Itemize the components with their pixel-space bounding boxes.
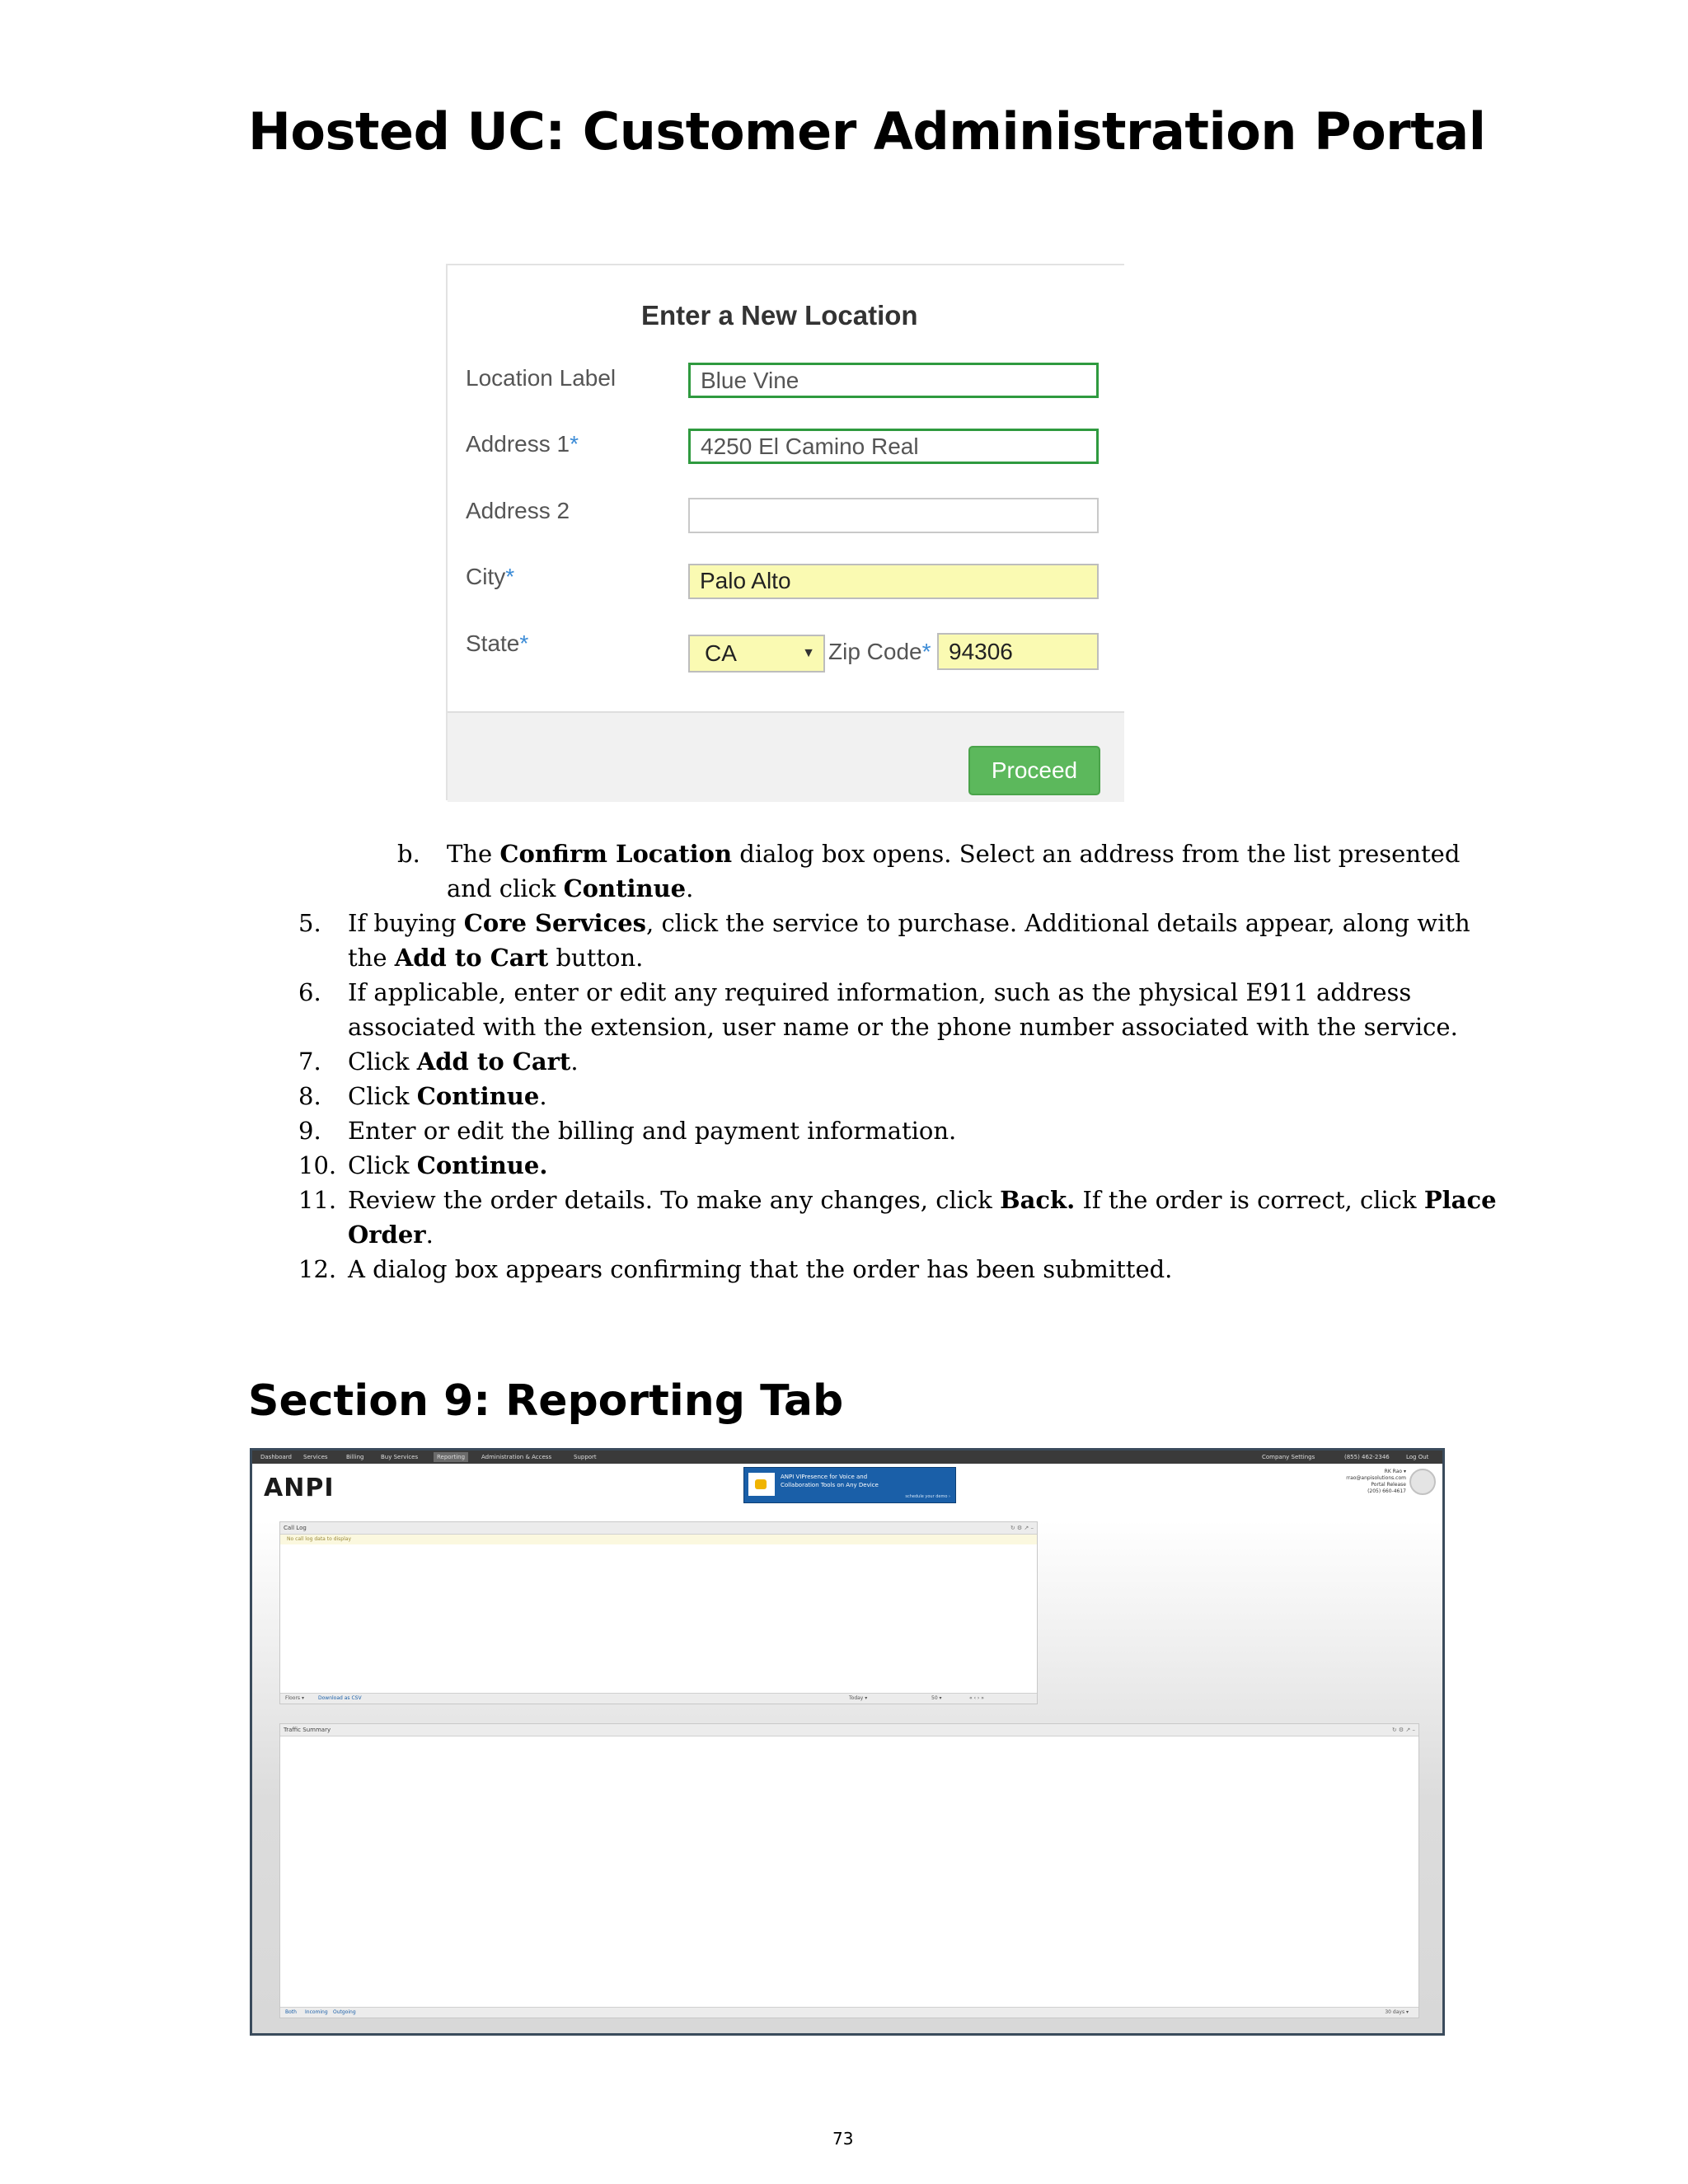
required-asterisk: * <box>505 564 515 589</box>
promo-banner[interactable] <box>743 1467 956 1503</box>
caret-down-icon: ▼ <box>802 646 815 660</box>
call-log-footer <box>280 1693 1037 1704</box>
traffic-summary-footer <box>280 2007 1418 2018</box>
address1-input[interactable]: 4250 El Camino Real <box>688 429 1099 464</box>
nav-right-item[interactable]: Log Out <box>1406 1454 1429 1460</box>
user-company: Portal Release <box>1371 1482 1406 1488</box>
location-label-text: Location Label <box>466 365 617 391</box>
banner-line-2: Collaboration Tools on Any Device <box>781 1482 879 1488</box>
traffic-range-select[interactable]: 30 days ▾ <box>1385 2009 1409 2015</box>
nav-right-item[interactable]: (855) 462-2346 <box>1344 1454 1390 1460</box>
step-text-line: Click Add to Cart. <box>348 1047 579 1076</box>
nav-right-item[interactable]: Company Settings <box>1262 1454 1315 1460</box>
zip-code-label: Zip Code* <box>828 639 931 664</box>
user-phone: (205) 660-4617 <box>1367 1488 1406 1494</box>
step-text-line: Click Continue. <box>348 1082 547 1110</box>
required-asterisk: * <box>570 431 579 457</box>
nav-tab-buy-services[interactable]: Buy Services <box>381 1454 419 1460</box>
user-email: rrao@anpisolutions.com <box>1346 1475 1406 1481</box>
nav-tab-services[interactable]: Services <box>303 1454 328 1460</box>
step-text-line: The Confirm Location dialog box opens. Select an address from the list presented <box>447 840 1461 868</box>
step-number: 5. <box>298 909 321 937</box>
call-log-panel <box>279 1521 1038 1704</box>
page-title: Hosted UC: Customer Administration Portal <box>248 101 1486 162</box>
call-log-title: Call Log <box>280 1522 1037 1535</box>
step-number: 6. <box>298 978 321 1006</box>
section-title: Section 9: Reporting Tab <box>248 1376 844 1426</box>
step-text-line: Click Continue. <box>348 1151 548 1179</box>
banner-link[interactable]: schedule your demo › <box>905 1494 950 1499</box>
location-label-input[interactable]: Blue Vine <box>688 363 1099 398</box>
avatar[interactable] <box>1409 1469 1436 1495</box>
address1-label: Address 1* <box>466 431 579 457</box>
proceed-button[interactable]: Proceed <box>968 746 1100 795</box>
state-select[interactable]: CA ▼ <box>688 635 825 673</box>
top-nav-bar <box>252 1451 1442 1464</box>
date-range-select[interactable]: Today ▾ <box>849 1695 868 1701</box>
step-number: 12. <box>298 1255 337 1283</box>
zip-code-input[interactable]: 94306 <box>937 633 1099 670</box>
page-number: 73 <box>832 2129 854 2149</box>
traffic-tab-both[interactable]: Both <box>285 2009 297 2015</box>
new-location-form-screenshot <box>446 264 1124 800</box>
required-asterisk: * <box>519 630 529 656</box>
step-text-line: the Add to Cart button. <box>348 944 644 972</box>
step-text-line: Enter or edit the billing and payment information. <box>348 1117 957 1145</box>
step-number: 8. <box>298 1082 321 1110</box>
form-footer <box>448 711 1124 802</box>
nav-tab-support[interactable]: Support <box>574 1454 597 1460</box>
pager-icons[interactable]: « ‹ › » <box>969 1695 984 1701</box>
nav-tab-dashboard[interactable]: Dashboard <box>260 1454 292 1460</box>
step-text-line: Order. <box>348 1221 434 1249</box>
nav-tab-reporting[interactable]: Reporting <box>434 1452 468 1462</box>
step-text-line: A dialog box appears confirming that the order has been submitted. <box>348 1255 1173 1283</box>
state-label: State* <box>466 630 529 656</box>
page-size-select[interactable]: 50 ▾ <box>931 1695 942 1701</box>
step-number: 10. <box>298 1151 337 1179</box>
reporting-tab-screenshot <box>250 1448 1445 2036</box>
nav-tab-billing[interactable]: Billing <box>346 1454 364 1460</box>
step-text-line: Review the order details. To make any changes, click Back. If the order is correct, click Place <box>348 1186 1497 1214</box>
user-name: RK Rao ▾ <box>1384 1469 1406 1474</box>
traffic-summary-panel <box>279 1723 1419 2018</box>
user-info[interactable] <box>1346 1469 1406 1495</box>
step-number: 7. <box>298 1047 321 1076</box>
step-text-line: If buying Core Services, click the service to purchase. Additional details appear, along with <box>348 909 1470 937</box>
traffic-summary-title: Traffic Summary <box>280 1724 1418 1736</box>
address2-label: Address 2 <box>466 498 570 523</box>
required-asterisk: * <box>921 639 931 664</box>
call-log-empty-message: No call log data to display <box>280 1535 1037 1544</box>
download-csv-link[interactable]: Download as CSV <box>318 1695 362 1701</box>
step-number: b. <box>397 840 420 868</box>
city-input[interactable]: Palo Alto <box>688 564 1099 599</box>
form-heading: Enter a New Location <box>641 300 918 330</box>
promo-icon <box>748 1473 775 1496</box>
step-text-line: If applicable, enter or edit any required information, such as the physical E911 address <box>348 978 1412 1006</box>
floor-filter-select[interactable]: Floors ▾ <box>285 1695 304 1701</box>
step-number: 9. <box>298 1117 321 1145</box>
panel-tool-icons[interactable]: ↻ ⚙ ↗ – <box>1010 1525 1034 1531</box>
step-text-line: and click Continue. <box>447 874 694 902</box>
banner-line-1: ANPI VIPresence for Voice and <box>781 1474 868 1480</box>
step-number: 11. <box>298 1186 337 1214</box>
anpi-logo: ANPI <box>264 1474 335 1502</box>
address2-input[interactable] <box>688 498 1099 533</box>
city-label: City* <box>466 564 515 589</box>
nav-tab-administration-access[interactable]: Administration & Access <box>481 1454 552 1460</box>
traffic-tab-outgoing[interactable]: Outgoing <box>333 2009 356 2015</box>
traffic-tab-incoming[interactable]: Incoming <box>305 2009 328 2015</box>
panel-tool-icons[interactable]: ↻ ⚙ ↗ – <box>1391 1727 1415 1733</box>
step-text-line: associated with the extension, user name or the phone number associated with the service. <box>348 1013 1458 1041</box>
